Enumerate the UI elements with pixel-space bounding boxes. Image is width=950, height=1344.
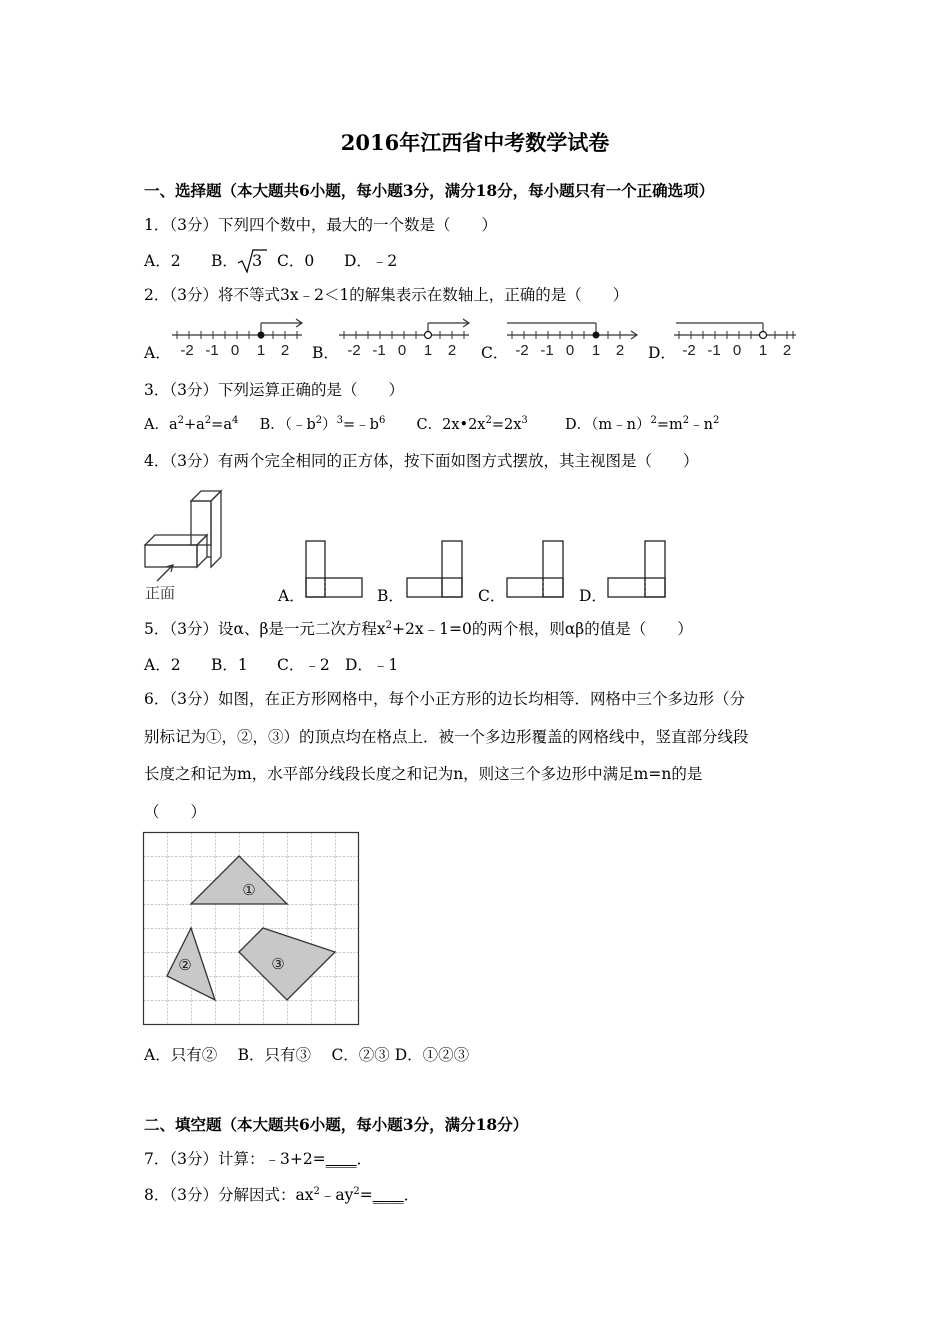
question-2-stem: 2．（3分）将不等式3x﹣2＜1的解集表示在数轴上，正确的是（ ） <box>144 286 629 304</box>
tick-label: 1 <box>591 342 601 359</box>
tick-label: -2 <box>180 342 194 359</box>
q5-option-c: C．﹣2 <box>277 656 330 674</box>
q4-option-d: D． <box>579 587 607 605</box>
q3-option-d: D．$(m﹣n)^2=m^2﹣n^2$ <box>565 415 720 433</box>
q6-options: A．只有② B．只有③ C．②③ D．①②③ <box>144 1046 470 1064</box>
question-7: 7．（3分）计算：﹣3+2=____． <box>144 1150 373 1168</box>
view-option-d <box>607 540 667 600</box>
tick-label: 0 <box>732 342 742 359</box>
tick-label: 1 <box>423 342 433 359</box>
q3-option-b: B．$(﹣b^2)^3=﹣b^6$ <box>259 415 386 433</box>
q1-option-b: B． <box>211 252 238 270</box>
tick-label: 2 <box>615 342 625 359</box>
tick-label: 0 <box>397 342 407 359</box>
question-5-stem: 5．（3分）设α、β是一元二次方程$x^2+2x﹣1=0$的两个根，则αβ的值是（ ） <box>144 620 693 638</box>
number-line-d <box>674 318 809 360</box>
q1-option-c: C．0 <box>277 252 315 270</box>
tick-label: -2 <box>515 342 529 359</box>
question-4-stem: 4．（3分）有两个完全相同的正方体，按下面如图方式摆放，其主视图是（ ） <box>144 452 699 470</box>
answer-blank: ____ <box>325 1150 357 1168</box>
q5-option-d: D．﹣1 <box>345 656 399 674</box>
q2-option-a: A． <box>144 344 171 362</box>
question-6-line: 别标记为①，②，③）的顶点均在格点上．被一个多边形覆盖的网格线中，竖直部分线段 <box>144 728 749 746</box>
question-6-line: （ ） <box>144 803 207 821</box>
section-heading: 一、选择题（本大题共6小题，每小题3分，满分18分，每小题只有一个正确选项） <box>144 181 715 200</box>
q3-options <box>144 415 719 435</box>
page-title: 2016年江西省中考数学试卷 <box>340 130 610 155</box>
section-heading: 二、填空题（本大题共6小题，每小题3分，满分18分） <box>144 1115 529 1134</box>
q4-option-c: C． <box>478 587 506 605</box>
number-line-c <box>507 318 642 360</box>
tick-label: 1 <box>256 342 266 359</box>
view-option-a <box>305 540 365 600</box>
question-6-line: 6．（3分）如图，在正方形网格中，每个小正方形的边长均相等．网格中三个多边形（分 <box>144 690 745 708</box>
tick-label: -1 <box>707 342 721 359</box>
tick-label: -1 <box>540 342 554 359</box>
q2-option-d: D． <box>648 344 676 362</box>
q2-option-c: C． <box>481 344 509 362</box>
q2-option-b: B． <box>312 344 339 362</box>
tick-label: -1 <box>205 342 219 359</box>
q3-option-a: A．$a^2+a^2=a^4$ <box>144 415 239 433</box>
q5-option-b: B．1 <box>211 656 248 674</box>
question-6-line: 长度之和记为m，水平部分线段长度之和记为n，则这三个多边形中满足m=n的是 <box>144 765 703 783</box>
answer-blank: ____ <box>372 1186 404 1204</box>
q3-option-c: C．$2x•2x^2=2x^3$ <box>416 415 528 433</box>
polygon-grid-figure <box>143 832 360 1025</box>
tick-label: -2 <box>682 342 696 359</box>
q4-option-b: B． <box>377 587 404 605</box>
tick-label: 2 <box>782 342 792 359</box>
tick-label: 2 <box>447 342 457 359</box>
q5-option-a: A．2 <box>144 656 181 674</box>
front-label: 正面 <box>145 584 176 602</box>
tick-label: 0 <box>565 342 575 359</box>
tick-label: 1 <box>758 342 768 359</box>
question-1-stem: 1．（3分）下列四个数中，最大的一个数是（ ） <box>144 216 497 234</box>
number-line-b <box>339 318 474 360</box>
question-3-stem: 3．（3分）下列运算正确的是（ ） <box>144 381 404 399</box>
tick-label: 2 <box>280 342 290 359</box>
view-option-b <box>406 540 466 600</box>
tick-label: 0 <box>230 342 240 359</box>
view-option-c <box>506 540 566 600</box>
question-8: 8．（3分）分解因式：$ax^2﹣ay^2=\_\_\_\_$． <box>144 1186 420 1204</box>
number-line-a <box>172 318 307 360</box>
tick-label: -1 <box>372 342 386 359</box>
q1-option-a: A．2 <box>144 252 181 270</box>
q4-option-a: A． <box>278 587 305 605</box>
q1-option-d: D．﹣2 <box>344 252 398 270</box>
polygon-label: ③ <box>271 955 285 973</box>
tick-label: -2 <box>347 342 361 359</box>
cube-stack-figure <box>141 481 226 603</box>
sqrt-radicand: 3 <box>252 251 263 270</box>
polygon-label: ② <box>178 956 192 974</box>
polygon-label: ① <box>242 881 256 899</box>
